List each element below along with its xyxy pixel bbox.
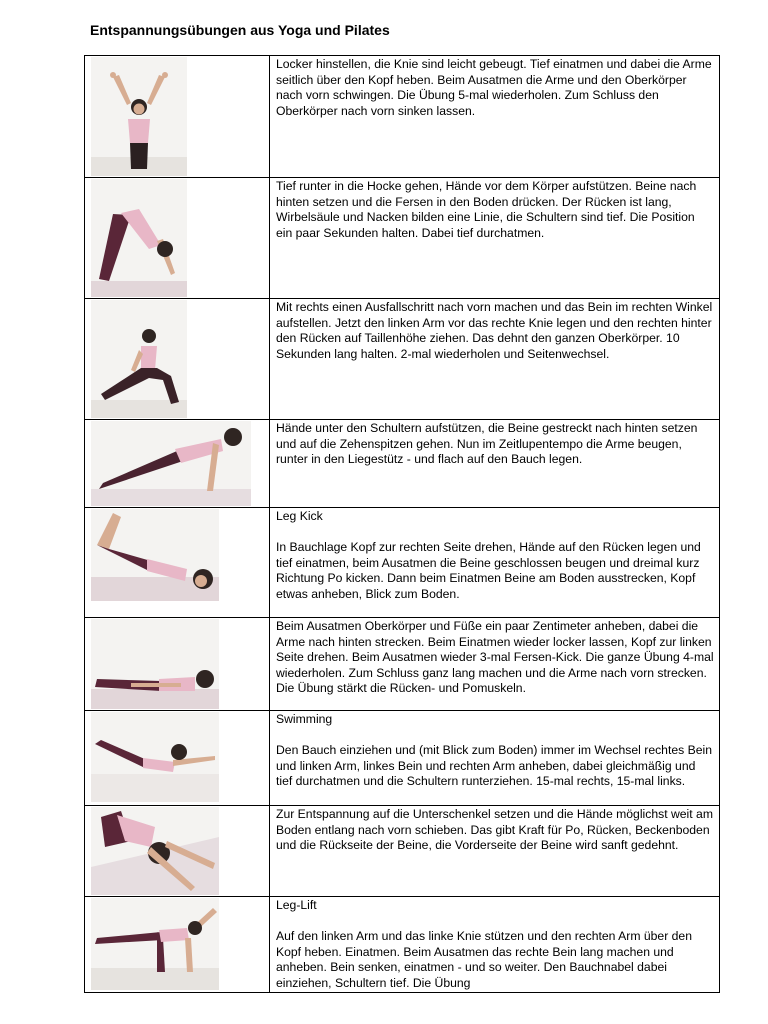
exercise-text-cell bbox=[270, 806, 720, 897]
exercise-row bbox=[85, 56, 720, 178]
exercise-row bbox=[85, 178, 720, 299]
exercise-table bbox=[84, 55, 720, 993]
exercise-text-cell bbox=[270, 56, 720, 178]
page-title: Entspannungsübungen aus Yoga und Pilates bbox=[90, 22, 390, 38]
exercise-photo-back-extension bbox=[91, 619, 219, 709]
exercise-text-cell bbox=[270, 618, 720, 711]
exercise-text-cell bbox=[270, 897, 720, 993]
exercise-photo-cell bbox=[85, 711, 270, 806]
exercise-photo-cell bbox=[85, 299, 270, 420]
exercise-spacer bbox=[276, 914, 714, 930]
exercise-title: Leg-Lift bbox=[276, 898, 317, 912]
exercise-description: Tief runter in die Hocke gehen, Hände vor dem Körper aufstützen. Beine nach hinten setzen und die Fersen in den Boden drücken. Der Rücken ist lang, Wirbelsäule und Nacken bilden eine Linie, die Schultern sind tief. Die Position ein paar Sekunden halten. Dabei tief durchatmen. bbox=[276, 179, 697, 240]
exercise-photo-leg-lift bbox=[91, 898, 219, 990]
exercise-photo-cell bbox=[85, 508, 270, 618]
exercise-text-cell bbox=[270, 508, 720, 618]
exercise-photo-lunge-twist bbox=[91, 300, 187, 418]
exercise-text-cell bbox=[270, 178, 720, 299]
exercise-text-cell bbox=[270, 299, 720, 420]
exercise-photo-cell bbox=[85, 56, 270, 178]
exercise-photo-leg-kick bbox=[91, 509, 219, 601]
exercise-photo-swimming bbox=[91, 712, 219, 802]
exercise-description: In Bauchlage Kopf zur rechten Seite drehen, Hände auf den Rücken legen und tief einatmen, beim Ausatmen die Beine geschlossen beugen und dreimal kurz Richtung Po kicken. Dann beim Einatmen Beine am Boden ausstrecken, Kopf etwas anheben, Blick zum Boden. bbox=[276, 540, 701, 601]
exercise-photo-standing-arms-raised bbox=[91, 57, 187, 176]
exercise-photo-childs-pose bbox=[91, 807, 219, 895]
exercise-title: Leg Kick bbox=[276, 509, 323, 523]
exercise-photo-downward-dog bbox=[91, 179, 187, 297]
exercise-spacer bbox=[276, 728, 714, 744]
exercise-spacer bbox=[276, 525, 714, 541]
exercise-description: Locker hinstellen, die Knie sind leicht gebeugt. Tief einatmen und dabei die Arme seitlich über den Kopf heben. Beim Ausatmen die Arme und den Oberkörper nach vorn schwingen. Die Übung 5-mal wiederholen. Zum Schluss den Oberkörper nach vorn sinken lassen. bbox=[276, 57, 712, 118]
exercise-description: Zur Entspannung auf die Unterschenkel setzen und die Hände möglichst weit am Boden entlang nach vorn schieben. Das gibt Kraft für Po, Rücken, Beckenboden und die Rückseite der Beine, die Vorderseite der Beine wird sanft gedehnt. bbox=[276, 807, 713, 853]
exercise-photo-cell bbox=[85, 897, 270, 993]
exercise-row bbox=[85, 299, 720, 420]
exercise-photo-plank bbox=[91, 421, 251, 506]
exercise-photo-cell bbox=[85, 420, 270, 508]
exercise-row bbox=[85, 806, 720, 897]
exercise-text-cell bbox=[270, 711, 720, 806]
exercise-description: Beim Ausatmen Oberkörper und Füße ein paar Zentimeter anheben, dabei die Arme nach hinten strecken. Beim Einatmen wieder locker lassen, Kopf zur linken Seite drehen. Beim Ausatmen wieder 3-mal Fersen-Kick. Die ganze Übung 4-mal wiederholen. Zum Schluss ganz lang machen und die Arme nach vorn strecken. Die Übung stärkt die Rücken- und Pomuskeln. bbox=[276, 619, 714, 696]
exercise-description: Den Bauch einziehen und (mit Blick zum Boden) immer im Wechsel rechtes Bein und linken Arm, linkes Bein und rechten Arm anheben, dabei gleichmäßig und tief durchatmen und die Schultern runterziehen. 15-mal rechts, 15-mal links. bbox=[276, 743, 713, 789]
exercise-row bbox=[85, 618, 720, 711]
exercise-text-cell bbox=[270, 420, 720, 508]
exercise-photo-cell bbox=[85, 178, 270, 299]
exercise-row bbox=[85, 897, 720, 993]
exercise-photo-cell bbox=[85, 618, 270, 711]
exercise-title: Swimming bbox=[276, 712, 333, 726]
exercise-row bbox=[85, 508, 720, 618]
exercise-description: Auf den linken Arm und das linke Knie stützen und den rechten Arm über den Kopf heben. Einatmen. Beim Ausatmen das rechte Bein lang machen und anheben. Bein senken, einatmen - und so weiter. Den Bauchnabel dabei einziehen, Schultern tief. Die Übung bbox=[276, 929, 692, 990]
exercise-photo-cell bbox=[85, 806, 270, 897]
exercise-row bbox=[85, 711, 720, 806]
exercise-row bbox=[85, 420, 720, 508]
exercise-description: Mit rechts einen Ausfallschritt nach vorn machen und das Bein im rechten Winkel aufstellen. Jetzt den linken Arm vor das rechte Knie legen und den rechten hinter den Rücken auf Taillenhöhe ziehen. Das dehnt den ganzen Oberkörper. 10 Sekunden lang halten. 2-mal wiederholen und Seitenwechsel. bbox=[276, 300, 713, 361]
exercise-description: Hände unter den Schultern aufstützen, die Beine gestreckt nach hinten setzen und auf die Zehenspitzen gehen. Nun im Zeitlupentempo die Arme beugen, runter in den Liegestütz - und flach auf den Bauch legen. bbox=[276, 421, 698, 467]
